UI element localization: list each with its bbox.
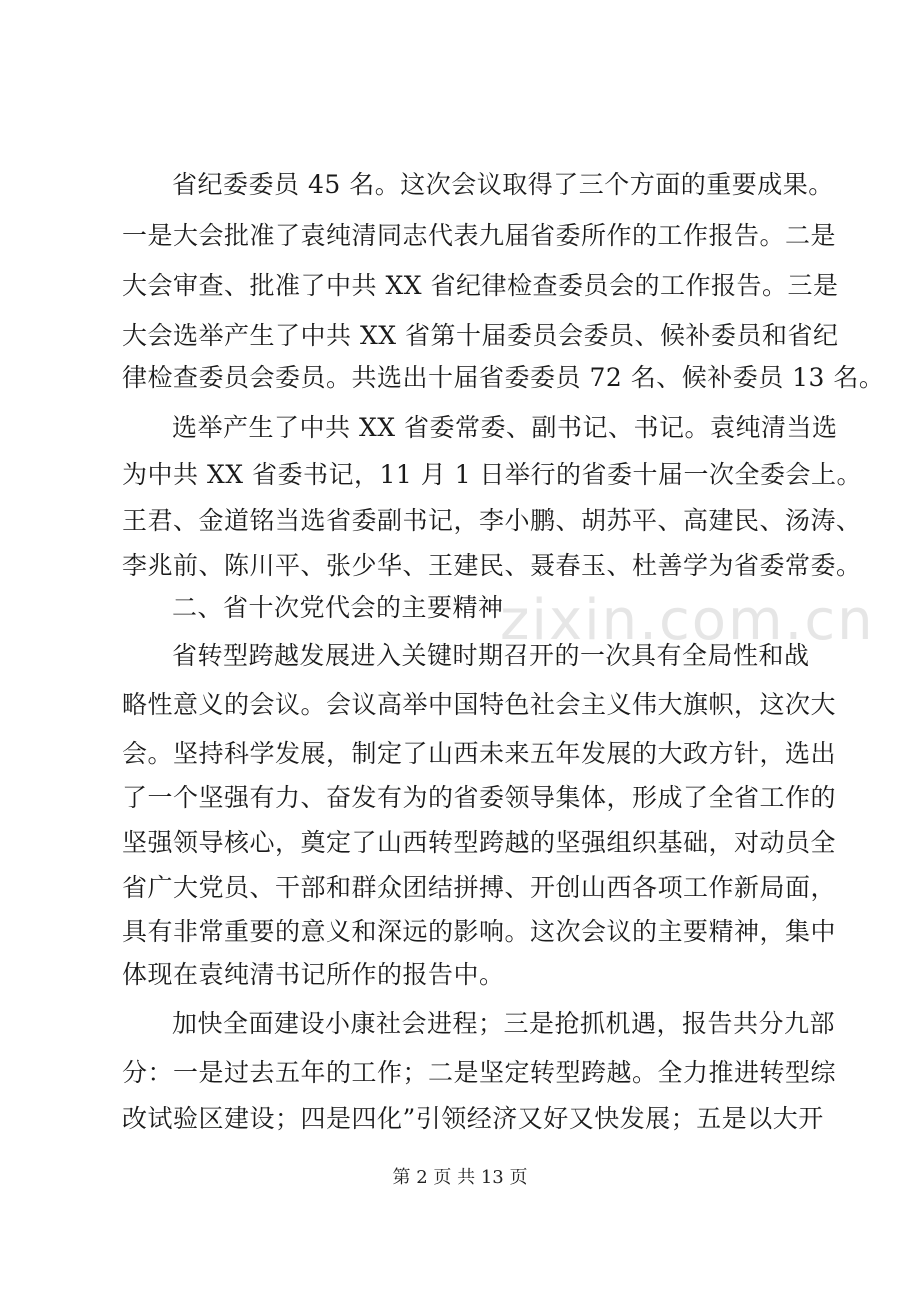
page-footer: 第 2 页 共 13 页 [392, 1167, 528, 1188]
text-line: 律检查委员会委员。共选出十届省委委员 72 名、候补委员 13 名。 [122, 363, 885, 392]
text-line: 具有非常重要的意义和深远的影响。这次会议的主要精神，集中 [122, 917, 837, 946]
text-line: 体现在袁纯清书记所作的报告中。 [122, 960, 505, 989]
text-line: 王君、金道铭当选省委副书记，李小鹏、胡苏平、高建民、汤涛、 [122, 506, 862, 535]
text-line: 加快全面建设小康社会进程；三是抢抓机遇，报告共分九部 [172, 1009, 836, 1038]
text-line: 大会选举产生了中共 XX 省第十届委员会委员、候补委员和省纪 [122, 321, 839, 350]
text-line: 一是大会批准了袁纯清同志代表九届省委所作的工作报告。二是 [122, 221, 837, 250]
text-line: 分：一是过去五年的工作；二是坚定转型跨越。全力推进转型综 [122, 1058, 837, 1087]
text-line: 大会审查、批准了中共 XX 省纪律检查委员会的工作报告。三是 [122, 271, 839, 300]
text-line: 省广大党员、干部和群众团结拼搏、开创山西各项工作新局面， [122, 873, 837, 902]
text-line: 选举产生了中共 XX 省委常委、副书记、书记。袁纯清当选 [172, 413, 838, 442]
text-line: 坚强领导核心，奠定了山西转型跨越的坚强组织基础，对动员全 [122, 828, 837, 857]
section-heading: 二、省十次党代会的主要精神 [172, 593, 504, 622]
text-line: 李兆前、陈川平、张少华、王建民、聂春玉、杜善学为省委常委。 [122, 551, 862, 580]
text-line: 为中共 XX 省委书记，11 月 1 日举行的省委十届一次全委会上。 [122, 460, 863, 489]
text-line: 了一个坚强有力、奋发有为的省委领导集体，形成了全省工作的 [122, 783, 837, 812]
text-line: 省转型跨越发展进入关键时期召开的一次具有全局性和战 [172, 641, 810, 670]
text-line: 省纪委委员 45 名。这次会议取得了三个方面的重要成果。 [172, 170, 834, 199]
watermark: zixin.com.cn [500, 588, 875, 653]
text-line: 会。坚持科学发展，制定了山西未来五年发展的大政方针，选出 [122, 739, 837, 768]
text-line: 改试验区建设；四是四化”引领经济又好又快发展；五是以大开 [122, 1104, 824, 1133]
text-line: 略性意义的会议。会议高举中国特色社会主义伟大旗帜，这次大 [122, 690, 837, 719]
